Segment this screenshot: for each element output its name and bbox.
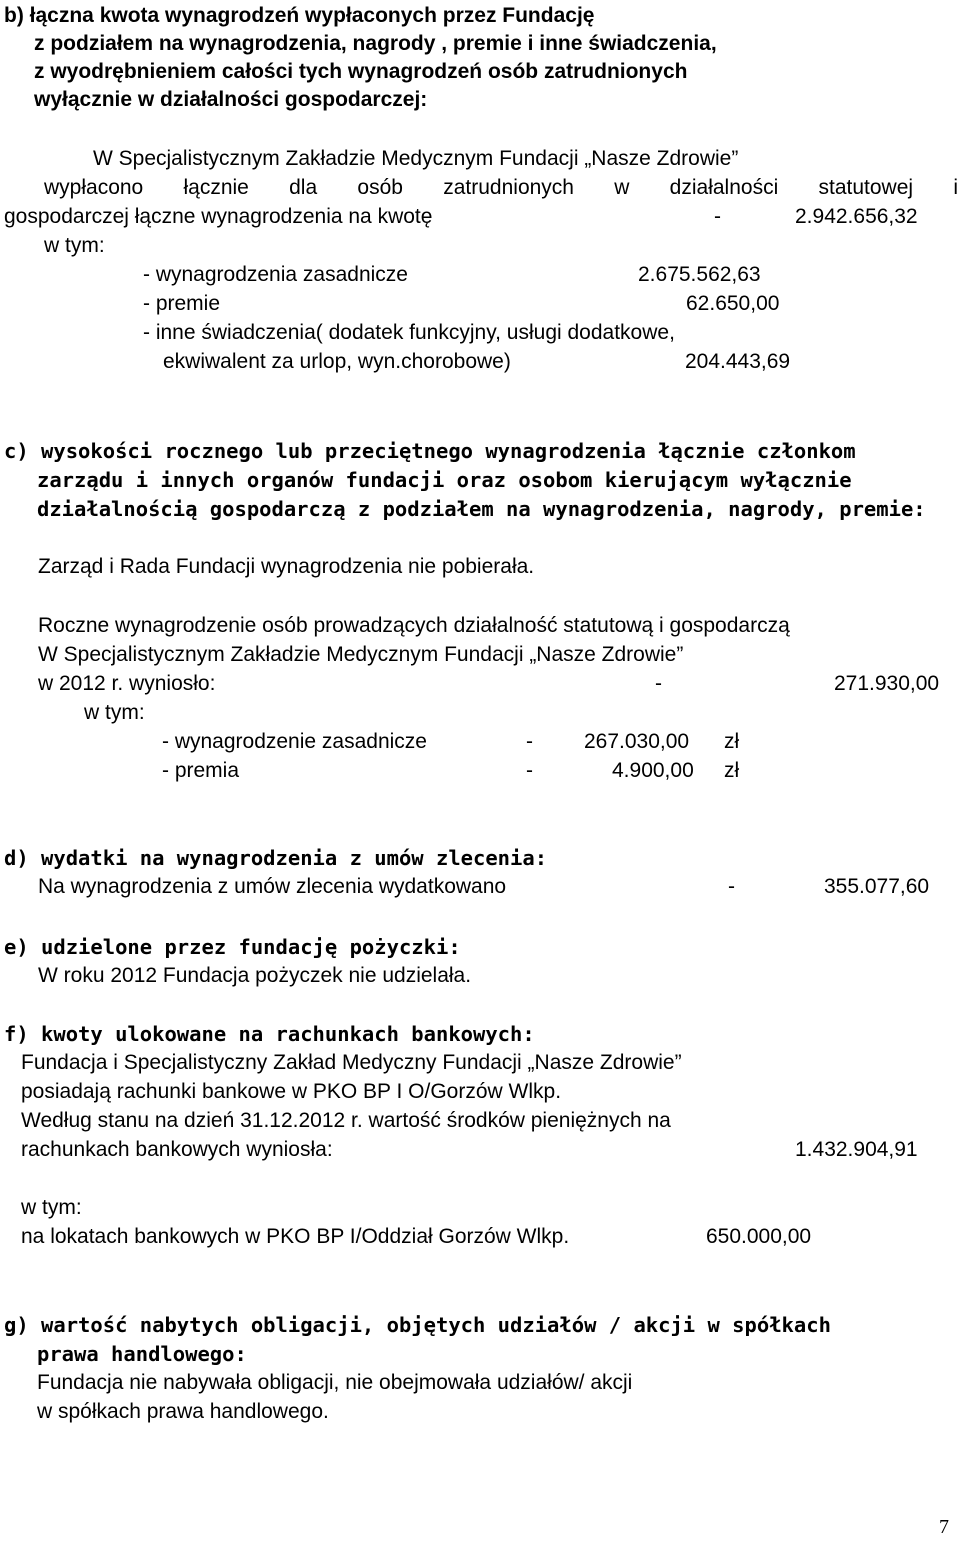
section-f-line-2: posiadają rachunki bankowe w PKO BP I O/Gorzów Wlkp. xyxy=(21,1080,562,1103)
section-f-wtym: w tym: xyxy=(21,1196,82,1219)
section-c-item-label: - wynagrodzenie zasadnicze xyxy=(162,730,427,753)
section-f-line-3: Według stanu na dzień 31.12.2012 r. wartość środków pieniężnych na xyxy=(21,1109,671,1132)
section-g-heading-line-2: prawa handlowego: xyxy=(37,1342,247,1366)
section-c-annual-dash: - xyxy=(655,672,662,695)
section-g-text-line-2: w spółkach prawa handlowego. xyxy=(37,1400,329,1423)
section-b-item-label: ekwiwalent za urlop, wyn.chorobowe) xyxy=(163,350,511,373)
section-c-item-dash: - xyxy=(526,759,533,782)
section-c-annual-total: 271.930,00 xyxy=(834,672,940,695)
section-c-heading-line-1: c) wysokości rocznego lub przeciętnego wynagrodzenia łącznie członkom xyxy=(4,439,856,463)
section-d-heading: d) wydatki na wynagrodzenia z umów zlecenia: xyxy=(4,846,548,870)
section-c-annual-line-1: Roczne wynagrodzenie osób prowadzących działalność statutową i gospodarczą xyxy=(38,614,790,637)
section-b-intro-line-3: gospodarczej łączne wynagrodzenia na kwotę xyxy=(4,205,433,228)
section-b-total-value: 2.942.656,32 xyxy=(795,205,918,228)
section-c-heading-line-3: działalnością gospodarczą z podziałem na wynagrodzenia, nagrody, premie: xyxy=(37,497,926,521)
section-c-wtym: w tym: xyxy=(84,701,145,724)
section-f-heading: f) kwoty ulokowane na rachunkach bankowych: xyxy=(4,1022,535,1046)
section-c-item-value: 267.030,00 xyxy=(584,730,690,753)
section-b-heading-line-2: z podziałem na wynagrodzenia, nagrody , premie i inne świadczenia, xyxy=(34,32,717,55)
section-b-item-value: 2.675.562,63 xyxy=(638,263,761,286)
section-f-line-4: rachunkach bankowych wyniosła: xyxy=(21,1138,333,1161)
section-c-annual-line-3: w 2012 r. wyniosło: xyxy=(38,672,216,695)
section-b-item-value: 204.443,69 xyxy=(685,350,791,373)
section-b-heading-line-4: wyłącznie w działalności gospodarczej: xyxy=(34,88,428,111)
section-b-item-label: - inne świadczenia( dodatek funkcyjny, usługi dodatkowe, xyxy=(143,321,675,344)
section-f-line-1: Fundacja i Specjalistyczny Zakład Medyczny Fundacji „Nasze Zdrowie” xyxy=(21,1051,682,1074)
section-b-intro-line-2: wypłacono łącznie dla osób zatrudnionych w działalności statutowej i xyxy=(44,176,958,199)
section-c-item-unit: zł xyxy=(724,759,740,782)
section-b-item-label: - premie xyxy=(143,292,221,315)
section-g-heading-line-1: g) wartość nabytych obligacji, objętych udziałów / akcji w spółkach xyxy=(4,1313,831,1337)
section-d-dash: - xyxy=(728,875,735,898)
page-number: 7 xyxy=(939,1516,949,1538)
section-c-heading-line-2: zarządu i innych organów fundacji oraz osobom kierującym wyłącznie xyxy=(37,468,852,492)
section-c-item-unit: zł xyxy=(724,730,740,753)
section-b-wtym: w tym: xyxy=(44,234,105,257)
section-b-item-label: - wynagrodzenia zasadnicze xyxy=(143,263,408,286)
section-d-text: Na wynagrodzenia z umów zlecenia wydatkowano xyxy=(38,875,507,898)
section-c-item-value: 4.900,00 xyxy=(612,759,694,782)
section-f-deposit-value: 650.000,00 xyxy=(706,1225,812,1248)
section-c-item-label: - premia xyxy=(162,759,240,782)
section-f-total: 1.432.904,91 xyxy=(795,1138,918,1161)
board-note: Zarząd i Rada Fundacji wynagrodzenia nie pobierała. xyxy=(38,555,535,578)
section-e-heading: e) udzielone przez fundację pożyczki: xyxy=(4,935,461,959)
section-b-heading-line-1: b) łączna kwota wynagrodzeń wypłaconych przez Fundację xyxy=(4,4,595,27)
section-f-deposit-text: na lokatach bankowych w PKO BP I/Oddział Gorzów Wlkp. xyxy=(21,1225,570,1248)
section-g-text-line-1: Fundacja nie nabywała obligacji, nie obejmowała udziałów/ akcji xyxy=(37,1371,633,1394)
section-d-value: 355.077,60 xyxy=(824,875,930,898)
section-b-total-dash: - xyxy=(714,205,721,228)
section-b-intro-line-1: W Specjalistycznym Zakładzie Medycznym Fundacji „Nasze Zdrowie” xyxy=(93,147,739,170)
section-b-heading-line-3: z wyodrębnieniem całości tych wynagrodzeń osób zatrudnionych xyxy=(34,60,688,83)
section-c-annual-line-2: W Specjalistycznym Zakładzie Medycznym Fundacji „Nasze Zdrowie” xyxy=(38,643,684,666)
section-c-item-dash: - xyxy=(526,730,533,753)
section-e-text: W roku 2012 Fundacja pożyczek nie udzielała. xyxy=(38,964,472,987)
section-b-item-value: 62.650,00 xyxy=(686,292,780,315)
